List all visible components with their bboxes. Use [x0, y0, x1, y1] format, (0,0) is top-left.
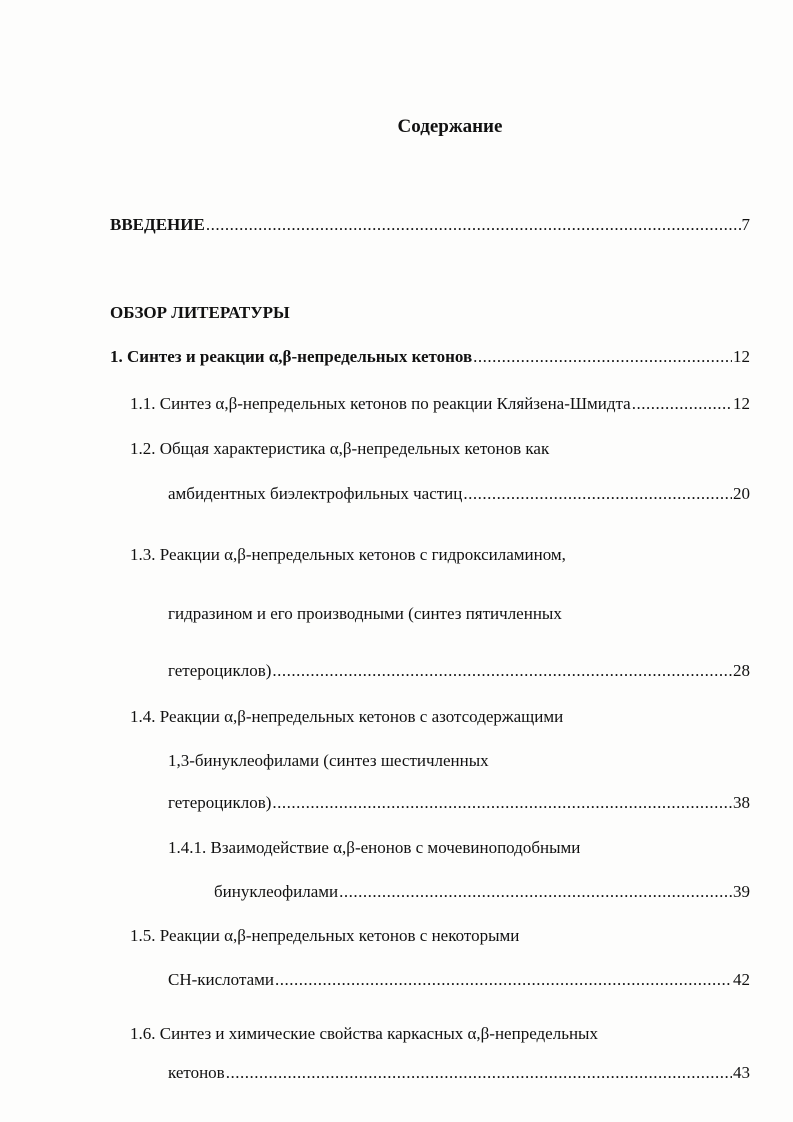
toc-leader-dots — [339, 881, 732, 903]
toc-entry-1[interactable] — [110, 346, 750, 368]
toc-leader-dots — [272, 660, 732, 682]
toc-leader-dots — [463, 483, 732, 505]
toc-page-number: 39 — [733, 882, 750, 901]
page-title: Содержание — [397, 116, 503, 137]
toc-page-number: 12 — [733, 347, 750, 366]
toc-entry-1-3-line1[interactable]: 1.3. Реакции α,β-непредельных кетонов с гидроксиламином, — [130, 545, 566, 564]
toc-entry-1-1[interactable] — [130, 393, 750, 415]
toc-entry-label: амбидентных биэлектрофильных частиц — [168, 484, 463, 503]
toc-entry-1-5-line1[interactable]: 1.5. Реакции α,β-непредельных кетонов с некоторыми — [130, 926, 520, 945]
toc-leader-dots — [206, 214, 741, 236]
toc-leader-dots — [632, 393, 732, 415]
toc-page-number: 43 — [733, 1063, 750, 1082]
toc-entry-1-5[interactable] — [168, 969, 750, 991]
toc-entry-1-4-1[interactable] — [214, 881, 750, 903]
toc-entry-label: CH-кислотами — [168, 970, 274, 989]
toc-page-number: 20 — [733, 484, 750, 503]
toc-page-number: 42 — [733, 970, 750, 989]
toc-entry-1-4[interactable] — [168, 792, 750, 814]
toc-page-number: 38 — [733, 793, 750, 812]
toc-page-number: 28 — [733, 661, 750, 680]
toc-entry-1-6-line1[interactable]: 1.6. Синтез и химические свойства каркасных α,β-непредельных — [130, 1024, 598, 1043]
toc-leader-dots — [272, 792, 732, 814]
toc-entry-label: 1.1. Синтез α,β-непредельных кетонов по реакции Кляйзена-Шмидта — [130, 394, 631, 413]
toc-entry-intro[interactable] — [110, 214, 750, 236]
toc-entry-label: бинуклеофилами — [214, 882, 339, 901]
section-heading: ОБЗОР ЛИТЕРАТУРЫ — [110, 303, 290, 322]
toc-entry-1-3-line2[interactable]: гидразином и его производными (синтез пятичленных — [168, 604, 562, 623]
toc-entry-1-2-line1[interactable]: 1.2. Общая характеристика α,β-непредельных кетонов как — [130, 439, 550, 458]
toc-page-number: 7 — [741, 215, 750, 234]
toc-entry-label: гетероциклов) — [168, 661, 272, 680]
toc-page-number: 12 — [733, 394, 750, 413]
toc-entry-label: 1. Синтез и реакции α,β-непредельных кетонов — [110, 347, 473, 366]
toc-entry-1-3[interactable] — [168, 660, 750, 682]
toc-entry-1-4-1-line1[interactable]: 1.4.1. Взаимодействие α,β-енонов с мочевиноподобными — [168, 838, 581, 857]
toc-entry-1-4-line2[interactable]: 1,3-бинуклеофилами (синтез шестичленных — [168, 751, 489, 770]
toc-leader-dots — [226, 1062, 732, 1084]
toc-entry-1-2[interactable] — [168, 483, 750, 505]
toc-entry-1-6[interactable] — [168, 1062, 750, 1084]
toc-entry-label: гетероциклов) — [168, 793, 272, 812]
toc-entry-label: кетонов — [168, 1063, 225, 1082]
toc-entry-1-4-line1[interactable]: 1.4. Реакции α,β-непредельных кетонов с азотсодержащими — [130, 707, 564, 726]
toc-entry-label: ВВЕДЕНИЕ — [110, 215, 205, 234]
toc-leader-dots — [275, 969, 732, 991]
toc-leader-dots — [473, 346, 732, 368]
